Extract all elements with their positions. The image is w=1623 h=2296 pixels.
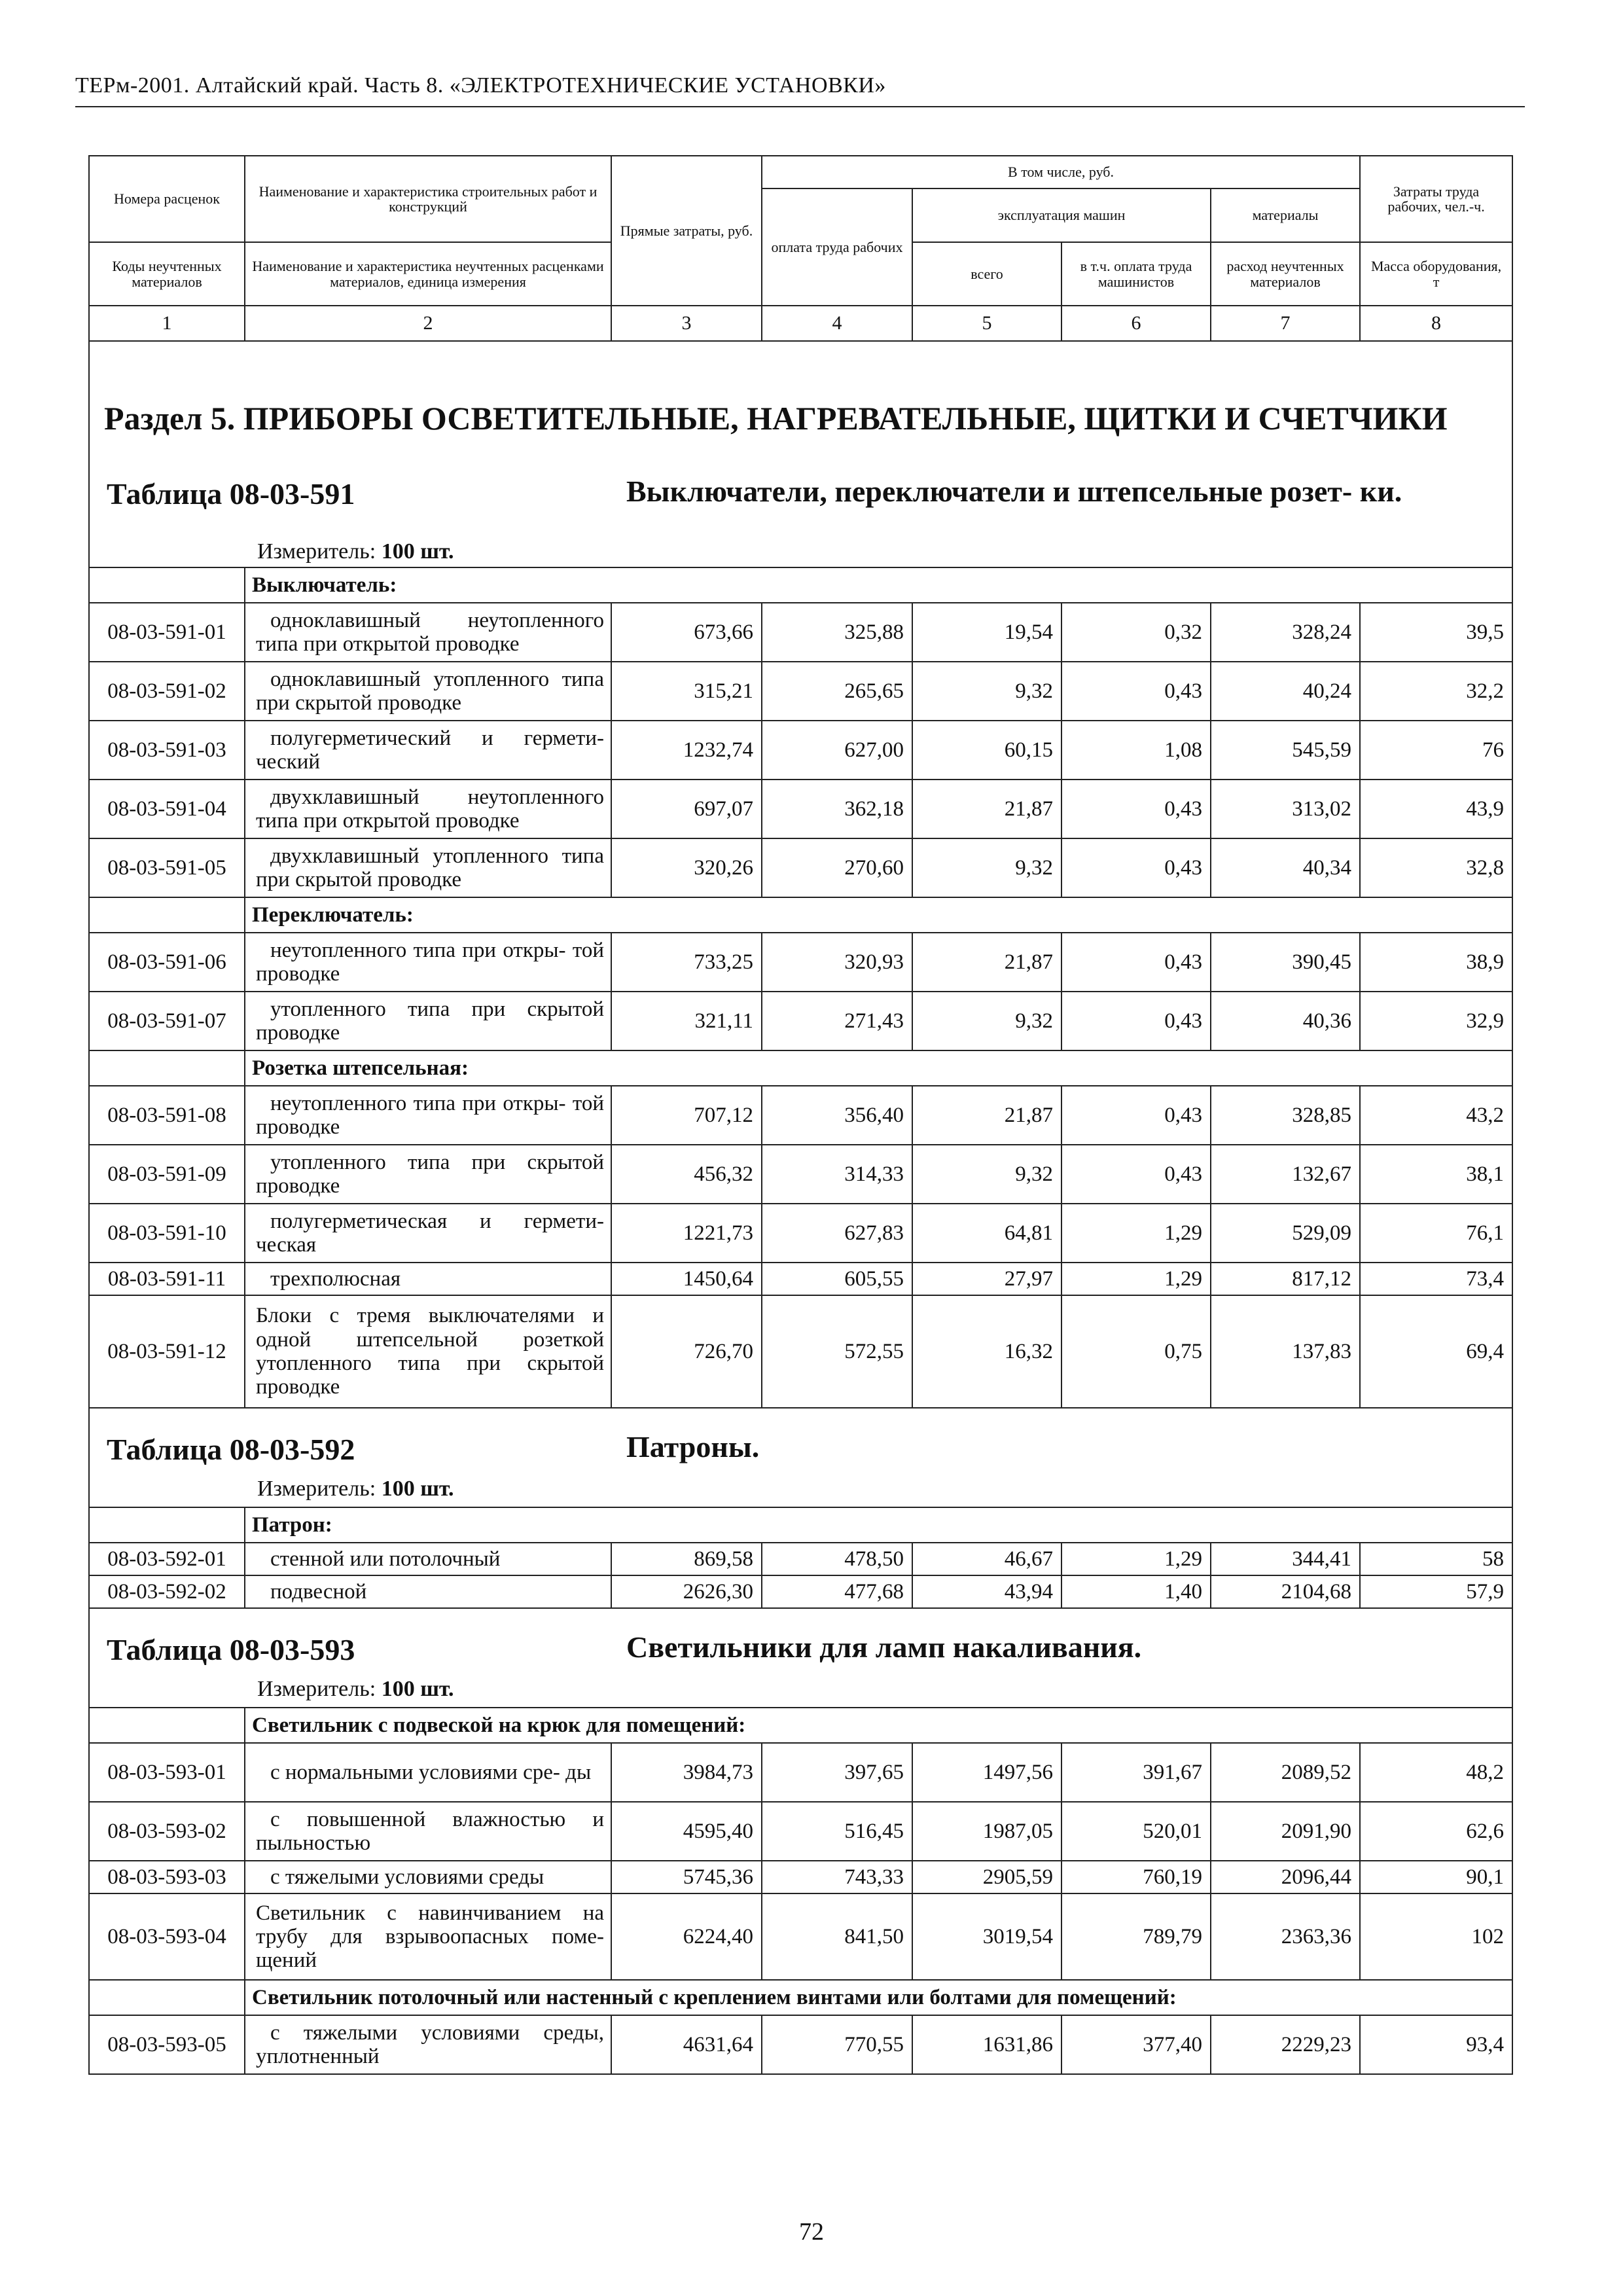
rate-name: двухклавишный неутопленного типа при открытой проводке: [256, 785, 604, 833]
rate-code: 08-03-592-02: [89, 1575, 245, 1608]
value-col-5: 3019,54: [912, 1893, 1061, 1980]
unit-value: 100 шт.: [381, 1677, 454, 1701]
rate-name-cell: [245, 838, 611, 897]
rate-name-cell: [245, 1204, 611, 1263]
rate-name-cell: [245, 1543, 611, 1575]
value-col-3: 707,12: [611, 1086, 762, 1145]
group-label: Светильник с подвеской на крюк для помещений:: [245, 1708, 1512, 1743]
value-col-3: 2626,30: [611, 1575, 762, 1608]
table-row: [89, 780, 1512, 838]
group-code-cell: [89, 567, 245, 603]
value-col-7: 137,83: [1211, 1295, 1360, 1408]
value-col-5: 21,87: [912, 1086, 1061, 1145]
column-number: 7: [1211, 306, 1360, 341]
rate-name: Светильник с навинчиванием на трубу для взрывоопасных поме- щений: [256, 1901, 604, 1973]
value-col-8: 58: [1360, 1543, 1512, 1575]
col4-header: оплата труда рабочих: [762, 188, 912, 306]
rate-name: двухклавишный утопленного типа при скрытой проводке: [256, 844, 604, 891]
rate-name: утопленного типа при скрытой проводке: [256, 997, 604, 1045]
col2-header-bottom: Наименование и характеристика неучтенных расценками материалов, единица измерения: [245, 242, 611, 306]
column-number: 2: [245, 306, 611, 341]
table-row: [89, 721, 1512, 780]
value-col-4: 478,50: [762, 1543, 912, 1575]
machines-header: эксплуатация машин: [912, 188, 1211, 242]
value-col-4: 314,33: [762, 1145, 912, 1204]
rate-name: подвесной: [270, 1579, 367, 1604]
unit-line: [257, 1477, 454, 1501]
table-row: [89, 1204, 1512, 1263]
group-code-cell: [89, 897, 245, 933]
value-col-8: 102: [1360, 1893, 1512, 1980]
value-col-7: 40,24: [1211, 662, 1360, 721]
materials-header: материалы: [1211, 188, 1360, 242]
value-col-8: 76,1: [1360, 1204, 1512, 1263]
value-col-6: 520,01: [1061, 1802, 1211, 1861]
value-col-7: 390,45: [1211, 933, 1360, 992]
value-col-3: 3984,73: [611, 1743, 762, 1802]
value-col-4: 841,50: [762, 1893, 912, 1980]
value-col-4: 270,60: [762, 838, 912, 897]
unit-label: Измеритель:: [257, 1677, 376, 1701]
value-col-5: 21,87: [912, 933, 1061, 992]
group-code-cell: [89, 1980, 245, 2015]
value-col-5: 1497,56: [912, 1743, 1061, 1802]
value-col-4: 627,00: [762, 721, 912, 780]
rate-name: с нормальными условиями сре- ды: [270, 1760, 592, 1784]
table-row: [89, 1145, 1512, 1204]
value-col-6: 1,29: [1061, 1543, 1211, 1575]
rate-name-cell: [245, 721, 611, 780]
table-row: [89, 933, 1512, 992]
value-col-3: 6224,40: [611, 1893, 762, 1980]
rate-name-cell: [245, 603, 611, 662]
value-col-4: 477,68: [762, 1575, 912, 1608]
value-col-8: 38,1: [1360, 1145, 1512, 1204]
col8-header-bottom: Масса оборудования, т: [1360, 242, 1512, 306]
value-col-7: 529,09: [1211, 1204, 1360, 1263]
rate-name-cell: [245, 1802, 611, 1861]
rate-name-cell: [245, 780, 611, 838]
rate-name: одноклавишный неутопленного типа при открытой проводке: [256, 608, 604, 656]
header-rule: [75, 106, 1525, 107]
value-col-7: 2096,44: [1211, 1861, 1360, 1893]
rate-name-cell: [245, 1575, 611, 1608]
value-col-8: 90,1: [1360, 1861, 1512, 1893]
value-col-3: 1221,73: [611, 1204, 762, 1263]
value-col-8: 32,9: [1360, 992, 1512, 1050]
table-row: [89, 2015, 1512, 2074]
rate-name-cell: [245, 1743, 611, 1802]
table-title: Светильники для ламп накаливания.: [626, 1630, 1142, 1664]
value-col-5: 9,32: [912, 838, 1061, 897]
unit-line: [257, 539, 454, 564]
value-col-6: 1,29: [1061, 1263, 1211, 1295]
value-col-3: 733,25: [611, 933, 762, 992]
value-col-5: 1987,05: [912, 1802, 1061, 1861]
value-col-5: 2905,59: [912, 1861, 1061, 1893]
rate-code: 08-03-591-11: [89, 1263, 245, 1295]
rate-name: с повышенной влажностью и пыльностью: [256, 1807, 604, 1855]
value-col-6: 391,67: [1061, 1743, 1211, 1802]
column-number: 4: [762, 306, 912, 341]
value-col-3: 4595,40: [611, 1802, 762, 1861]
rate-name: одноклавишный утопленного типа при скрытой проводке: [256, 667, 604, 715]
value-col-8: 43,2: [1360, 1086, 1512, 1145]
value-col-6: 0,75: [1061, 1295, 1211, 1408]
rate-name: неутопленного типа при откры- той проводке: [256, 938, 604, 986]
value-col-5: 9,32: [912, 992, 1061, 1050]
table-row: [89, 838, 1512, 897]
value-col-8: 38,9: [1360, 933, 1512, 992]
value-col-3: 869,58: [611, 1543, 762, 1575]
value-col-4: 743,33: [762, 1861, 912, 1893]
rate-name-cell: [245, 1893, 611, 1980]
table-row: [89, 1861, 1512, 1893]
table-number: Таблица 08-03-591: [107, 477, 355, 511]
table-row: [89, 992, 1512, 1050]
rate-name-cell: [245, 992, 611, 1050]
group-label: Выключатель:: [245, 567, 1512, 603]
value-col-5: 21,87: [912, 780, 1061, 838]
table-row: [89, 1743, 1512, 1802]
group-label: Розетка штепсельная:: [245, 1050, 1512, 1086]
section-cell: [89, 341, 1512, 440]
table-row: [89, 1575, 1512, 1608]
value-col-8: 32,2: [1360, 662, 1512, 721]
rate-name-cell: [245, 1295, 611, 1408]
value-col-4: 770,55: [762, 2015, 912, 2074]
col8-header-top: Затраты труда рабочих, чел.-ч.: [1360, 156, 1512, 242]
value-col-8: 73,4: [1360, 1263, 1512, 1295]
rate-code: 08-03-591-05: [89, 838, 245, 897]
value-col-6: 1,29: [1061, 1204, 1211, 1263]
value-col-5: 46,67: [912, 1543, 1061, 1575]
column-number: 6: [1061, 306, 1211, 341]
rate-code: 08-03-592-01: [89, 1543, 245, 1575]
value-col-7: 817,12: [1211, 1263, 1360, 1295]
group-code-cell: [89, 1708, 245, 1743]
col7-header: расход неучтенных материалов: [1211, 242, 1360, 306]
value-col-3: 456,32: [611, 1145, 762, 1204]
value-col-5: 9,32: [912, 1145, 1061, 1204]
rate-code: 08-03-591-12: [89, 1295, 245, 1408]
group-code-cell: [89, 1050, 245, 1086]
value-col-3: 1232,74: [611, 721, 762, 780]
rate-code: 08-03-591-09: [89, 1145, 245, 1204]
value-col-5: 16,32: [912, 1295, 1061, 1408]
group-label: Патрон:: [245, 1507, 1512, 1543]
value-col-4: 362,18: [762, 780, 912, 838]
value-col-8: 32,8: [1360, 838, 1512, 897]
value-col-3: 321,11: [611, 992, 762, 1050]
value-col-7: 40,34: [1211, 838, 1360, 897]
value-col-3: 315,21: [611, 662, 762, 721]
unit-line: [257, 1677, 454, 1702]
rate-code: 08-03-591-02: [89, 662, 245, 721]
table-title: Патроны.: [626, 1430, 760, 1463]
table-heading: [89, 1408, 1512, 1507]
value-col-8: 39,5: [1360, 603, 1512, 662]
value-col-6: 377,40: [1061, 2015, 1211, 2074]
value-col-7: 40,36: [1211, 992, 1360, 1050]
rate-name: полугерметическая и гермети- ческая: [256, 1209, 604, 1257]
value-col-3: 673,66: [611, 603, 762, 662]
rate-name: полугерметический и гермети- ческий: [256, 726, 604, 774]
value-col-5: 9,32: [912, 662, 1061, 721]
rate-name-cell: [245, 1861, 611, 1893]
rate-code: 08-03-593-05: [89, 2015, 245, 2074]
value-col-7: 2091,90: [1211, 1802, 1360, 1861]
rate-name: Блоки с тремя выключателями и одной штепсельной розеткой утопленного типа при скрытой проводке: [256, 1304, 604, 1399]
value-col-4: 572,55: [762, 1295, 912, 1408]
rate-code: 08-03-591-08: [89, 1086, 245, 1145]
price-table: [88, 155, 1513, 2075]
col1-header-top: Номера расценок: [89, 156, 245, 242]
value-col-4: 271,43: [762, 992, 912, 1050]
value-col-5: 27,97: [912, 1263, 1061, 1295]
rate-code: 08-03-591-10: [89, 1204, 245, 1263]
value-col-7: 545,59: [1211, 721, 1360, 780]
value-col-4: 627,83: [762, 1204, 912, 1263]
value-col-6: 789,79: [1061, 1893, 1211, 1980]
rate-name-cell: [245, 1086, 611, 1145]
rate-code: 08-03-593-04: [89, 1893, 245, 1980]
rate-name: неутопленного типа при откры- той проводке: [256, 1091, 604, 1139]
table-row: [89, 603, 1512, 662]
value-col-8: 76: [1360, 721, 1512, 780]
value-col-6: 0,43: [1061, 1086, 1211, 1145]
rate-code: 08-03-593-02: [89, 1802, 245, 1861]
value-col-8: 43,9: [1360, 780, 1512, 838]
group-label: Переключатель:: [245, 897, 1512, 933]
section-title: Раздел 5. ПРИБОРЫ ОСВЕТИТЕЛЬНЫЕ, НАГРЕВАТЕЛЬНЫЕ, ЩИТКИ И СЧЕТЧИКИ: [104, 400, 1448, 437]
table-row: [89, 1893, 1512, 1980]
value-col-3: 697,07: [611, 780, 762, 838]
value-col-7: 2089,52: [1211, 1743, 1360, 1802]
value-col-3: 5745,36: [611, 1861, 762, 1893]
value-col-6: 1,40: [1061, 1575, 1211, 1608]
value-col-6: 1,08: [1061, 721, 1211, 780]
value-col-4: 516,45: [762, 1802, 912, 1861]
value-col-4: 356,40: [762, 1086, 912, 1145]
unit-value: 100 шт.: [381, 539, 454, 564]
unit-label: Измеритель:: [257, 539, 376, 564]
in-total-header: В том числе, руб.: [762, 156, 1360, 188]
running-header: ТЕРм-2001. Алтайский край. Часть 8. «ЭЛЕКТРОТЕХНИЧЕСКИЕ УСТАНОВКИ»: [75, 73, 886, 98]
rate-name: с тяжелыми условиями среды, уплотненный: [256, 2020, 604, 2068]
rate-code: 08-03-593-03: [89, 1861, 245, 1893]
value-col-7: 132,67: [1211, 1145, 1360, 1204]
value-col-4: 397,65: [762, 1743, 912, 1802]
value-col-4: 320,93: [762, 933, 912, 992]
table-row: [89, 662, 1512, 721]
column-number: 1: [89, 306, 245, 341]
rate-name-cell: [245, 662, 611, 721]
rate-code: 08-03-591-04: [89, 780, 245, 838]
value-col-8: 48,2: [1360, 1743, 1512, 1802]
value-col-7: 328,24: [1211, 603, 1360, 662]
value-col-8: 93,4: [1360, 2015, 1512, 2074]
value-col-6: 0,43: [1061, 780, 1211, 838]
table-heading: [89, 1608, 1512, 1708]
value-col-5: 1631,86: [912, 2015, 1061, 2074]
value-col-6: 0,43: [1061, 992, 1211, 1050]
value-col-7: 313,02: [1211, 780, 1360, 838]
value-col-7: 2229,23: [1211, 2015, 1360, 2074]
rate-name-cell: [245, 933, 611, 992]
value-col-5: 43,94: [912, 1575, 1061, 1608]
rate-name-cell: [245, 2015, 611, 2074]
value-col-8: 57,9: [1360, 1575, 1512, 1608]
table-title: Выключатели, переключатели и штепсельные розет- ки.: [626, 475, 1402, 508]
rate-code: 08-03-593-01: [89, 1743, 245, 1802]
table-row: [89, 1543, 1512, 1575]
value-col-8: 69,4: [1360, 1295, 1512, 1408]
unit-label: Измеритель:: [257, 1477, 376, 1501]
page-number: 72: [799, 2218, 824, 2246]
table-row: [89, 1086, 1512, 1145]
value-col-6: 0,43: [1061, 838, 1211, 897]
col6-header: в т.ч. оплата труда машинистов: [1061, 242, 1211, 306]
value-col-7: 2363,36: [1211, 1893, 1360, 1980]
value-col-5: 19,54: [912, 603, 1061, 662]
table-row: [89, 1295, 1512, 1408]
column-number: 3: [611, 306, 762, 341]
group-code-cell: [89, 1507, 245, 1543]
value-col-6: 0,43: [1061, 662, 1211, 721]
group-label: Светильник потолочный или настенный с креплением винтами или болтами для помещений:: [245, 1980, 1512, 2015]
value-col-7: 344,41: [1211, 1543, 1360, 1575]
rate-name-cell: [245, 1263, 611, 1295]
value-col-5: 60,15: [912, 721, 1061, 780]
col3-header: Прямые затраты, руб.: [611, 156, 762, 306]
table-heading: [89, 440, 1512, 567]
column-number: 8: [1360, 306, 1512, 341]
value-col-4: 325,88: [762, 603, 912, 662]
col5-header: всего: [912, 242, 1061, 306]
value-col-3: 726,70: [611, 1295, 762, 1408]
unit-value: 100 шт.: [381, 1477, 454, 1501]
table-number: Таблица 08-03-593: [107, 1633, 355, 1666]
rate-name: с тяжелыми условиями среды: [270, 1865, 544, 1889]
value-col-5: 64,81: [912, 1204, 1061, 1263]
table-number: Таблица 08-03-592: [107, 1433, 355, 1466]
value-col-7: 2104,68: [1211, 1575, 1360, 1608]
value-col-3: 320,26: [611, 838, 762, 897]
col2-header-top: Наименование и характеристика строительных работ и конструкций: [245, 156, 611, 242]
rate-code: 08-03-591-01: [89, 603, 245, 662]
rate-name: трехполюсная: [270, 1266, 401, 1291]
rate-name: утопленного типа при скрытой проводке: [256, 1150, 604, 1198]
rate-name-cell: [245, 1145, 611, 1204]
table-row: [89, 1263, 1512, 1295]
column-number: 5: [912, 306, 1061, 341]
value-col-8: 62,6: [1360, 1802, 1512, 1861]
value-col-6: 0,32: [1061, 603, 1211, 662]
value-col-6: 0,43: [1061, 1145, 1211, 1204]
col1-header-bottom: Коды неучтенных материалов: [89, 242, 245, 306]
rate-code: 08-03-591-06: [89, 933, 245, 992]
table-row: [89, 1802, 1512, 1861]
rate-code: 08-03-591-03: [89, 721, 245, 780]
rate-name: стенной или потолочный: [270, 1547, 501, 1571]
rate-code: 08-03-591-07: [89, 992, 245, 1050]
value-col-3: 4631,64: [611, 2015, 762, 2074]
value-col-6: 0,43: [1061, 933, 1211, 992]
value-col-6: 760,19: [1061, 1861, 1211, 1893]
value-col-7: 328,85: [1211, 1086, 1360, 1145]
value-col-4: 265,65: [762, 662, 912, 721]
value-col-4: 605,55: [762, 1263, 912, 1295]
value-col-3: 1450,64: [611, 1263, 762, 1295]
